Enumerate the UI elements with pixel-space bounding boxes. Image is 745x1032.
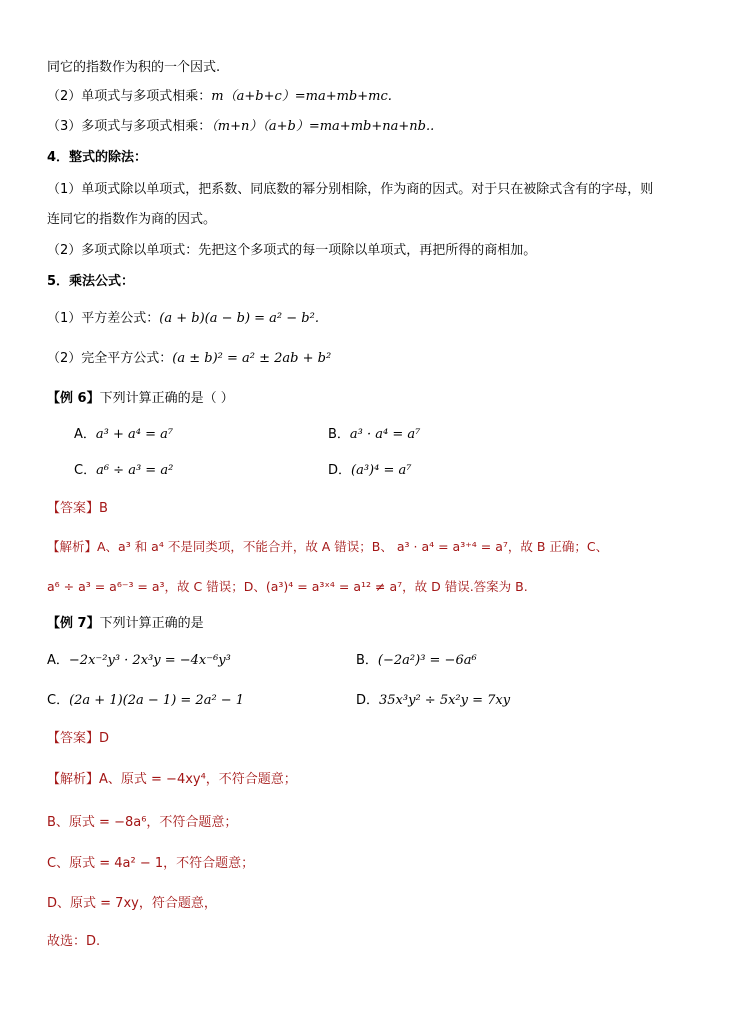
intro-line-3-formula: （m+n）（a+b）=ma+mb+na+nb..: [211, 119, 435, 134]
section-4-heading: 4．整式的除法：: [47, 150, 148, 165]
option-letter: A．: [74, 427, 96, 442]
option-formula: a⁶ ÷ a³ = a²: [96, 463, 174, 478]
example-6-question: [47, 390, 234, 408]
example-7-text: 下列计算正确的是: [99, 616, 204, 631]
option-formula: a³ + a⁴ = a⁷: [95, 427, 174, 442]
intro-line-3-label: （3）多项式与多项式相乘：: [47, 119, 212, 134]
formula-2-math: (a ± b)² = a² ± 2ab + b²: [172, 351, 332, 366]
option-letter: A．: [47, 653, 69, 668]
example-6-option-d: [328, 462, 411, 480]
formula-2-label: （2）完全平方公式：: [47, 351, 173, 366]
example-7-analysis-b: B、原式 = −8a⁶，不符合题意；: [47, 815, 238, 830]
option-letter: C．: [74, 463, 97, 478]
example-6-option-b: [328, 426, 420, 444]
formula-difference-of-squares: [47, 310, 319, 328]
example-7-analysis-d: D、原式 = 7xy，符合题意，: [47, 896, 217, 911]
intro-line-2-label: （2）单项式与多项式相乘：: [47, 89, 212, 104]
example-7-analysis-c: C、原式 = 4a² − 1，不符合题意；: [47, 856, 255, 871]
option-letter: C．: [47, 693, 70, 708]
example-7-option-b: [356, 652, 477, 670]
example-7-label: 【例 7】: [47, 616, 100, 631]
example-6-option-a: [74, 426, 173, 444]
formula-1-label: （1）平方差公式：: [47, 311, 160, 326]
example-7-answer: 【答案】D: [47, 731, 110, 746]
option-formula: (a³)⁴ = a⁷: [351, 463, 412, 478]
option-letter: D．: [328, 463, 352, 478]
option-formula: (−2a²)³ = −6a⁶: [377, 653, 477, 668]
section-4-para-1a: （1）单项式除以单项式，把系数、同底数的幂分别相除，作为商的因式。对于只在被除式含有的字母，则: [47, 182, 654, 197]
option-formula: a³ · a⁴ = a⁷: [349, 427, 421, 442]
example-7-analysis-conclusion: 故选：D.: [47, 934, 101, 949]
section-4-para-2: （2）多项式除以单项式：先把这个多项式的每一项除以单项式，再把所得的商相加。: [47, 243, 537, 258]
example-6-analysis-2: a⁶ ÷ a³ = a⁶⁻³ = a³，故 C 错误；D、(a³)⁴ = a³ˣ⁴ = a¹² ≠ a⁷，故 D 错误.答案为 B.: [47, 579, 528, 594]
example-6-answer: 【答案】B: [47, 501, 108, 516]
section-5-heading: 5．乘法公式：: [47, 274, 135, 289]
example-7-option-a: [47, 652, 231, 670]
example-7-option-d: [356, 692, 510, 710]
intro-line-3: [47, 118, 434, 136]
example-7-option-c: [47, 692, 244, 710]
formula-perfect-square: [47, 350, 331, 368]
example-6-option-c: [74, 462, 173, 480]
example-6-analysis-1: 【解析】A、a³ 和 a⁴ 不是同类项，不能合并，故 A 错误；B、 a³ · a⁴ = a³⁺⁴ = a⁷，故 B 正确；C、: [47, 539, 609, 554]
section-4-para-1b: 连同它的指数作为商的因式。: [47, 212, 217, 227]
option-formula: −2x⁻²y³ · 2x³y = −4x⁻⁶y³: [68, 653, 231, 668]
example-7-analysis-a: 【解析】A、原式 = −4xy⁴，不符合题意；: [47, 772, 297, 787]
option-letter: B．: [356, 653, 378, 668]
intro-line-2: [47, 88, 392, 106]
option-formula: (2a + 1)(2a − 1) = 2a² − 1: [69, 693, 245, 708]
formula-1-math: (a + b)(a − b) = a² − b².: [159, 311, 319, 326]
option-letter: B．: [328, 427, 350, 442]
option-formula: 35x³y² ÷ 5x²y = 7xy: [379, 693, 511, 708]
example-6-label: 【例 6】: [47, 391, 100, 406]
example-6-text: 下列计算正确的是（ ）: [99, 391, 234, 406]
example-7-question: [47, 615, 204, 633]
option-letter: D．: [356, 693, 380, 708]
intro-line-2-formula: m（a+b+c）=ma+mb+mc.: [211, 89, 392, 104]
intro-line-1: 同它的指数作为积的一个因式.: [47, 60, 221, 75]
